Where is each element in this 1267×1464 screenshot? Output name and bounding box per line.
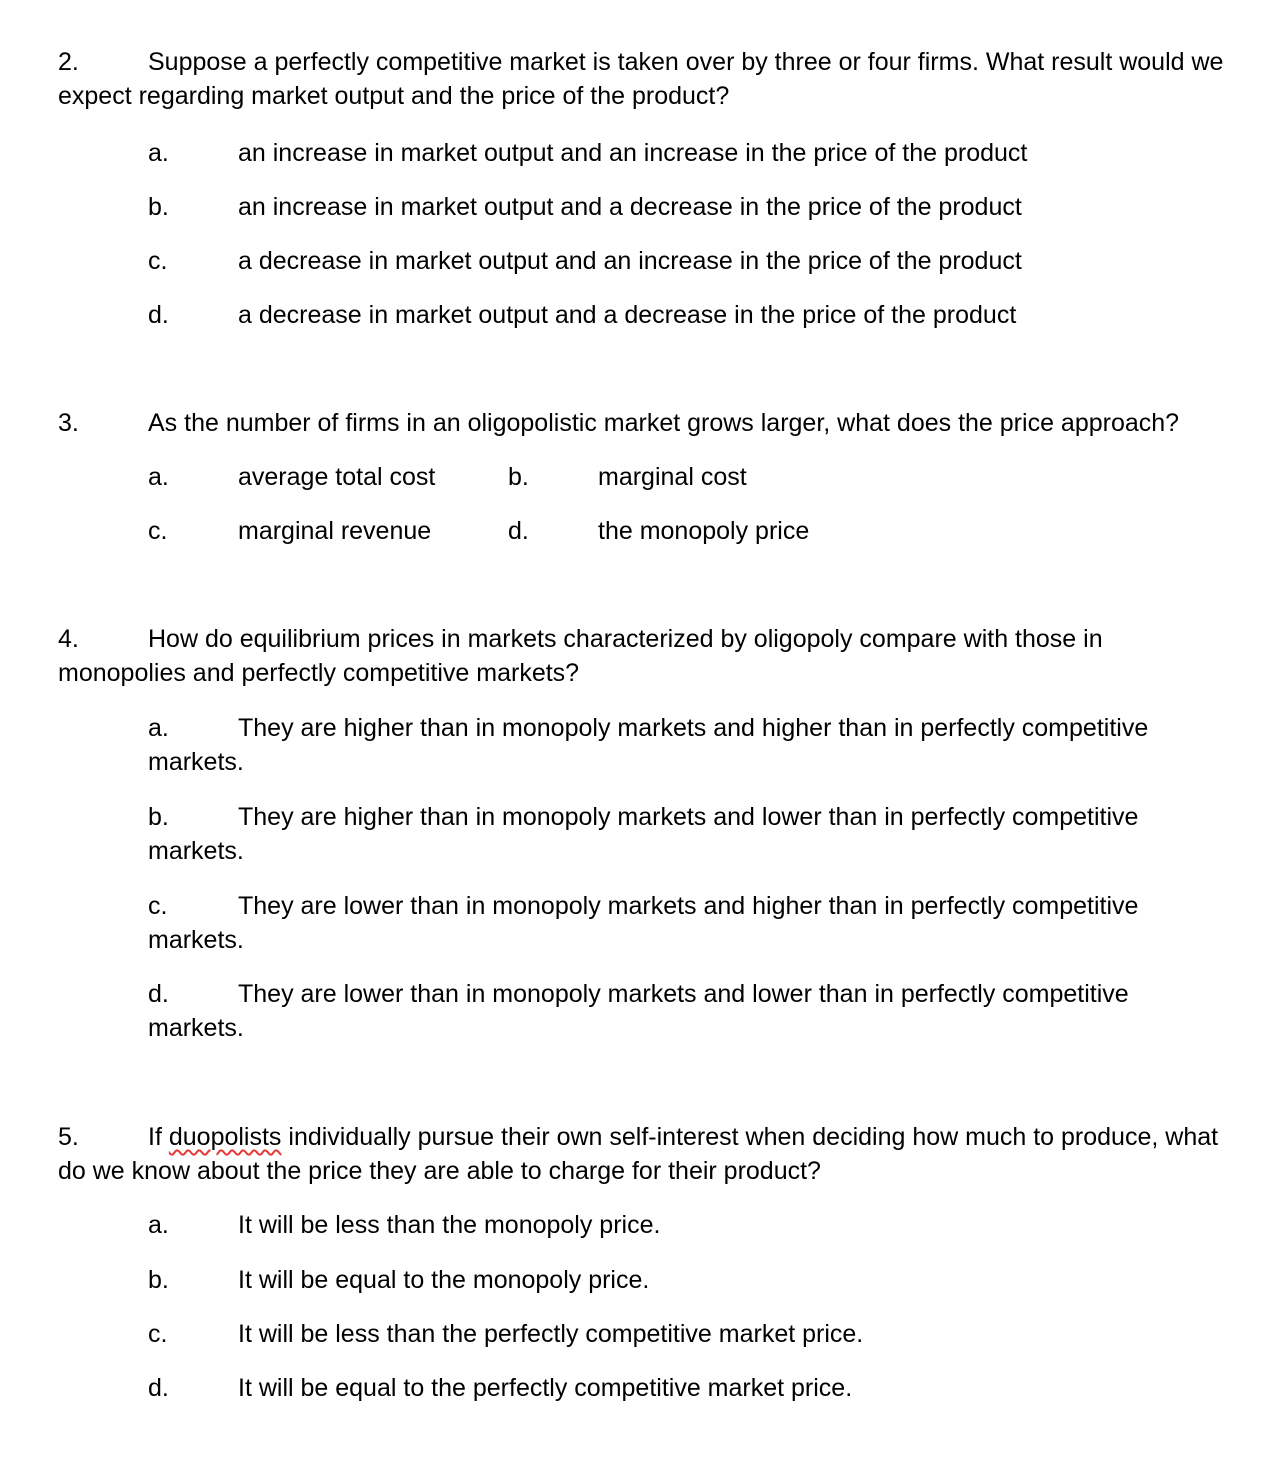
option-text-continued: markets. xyxy=(148,837,244,865)
option-text: It will be less than the perfectly competitive market price. xyxy=(238,1320,864,1348)
option-text: a decrease in market output and an increase in the price of the product xyxy=(238,247,1022,275)
question-number: 2. xyxy=(58,48,79,76)
option-letter: a. xyxy=(148,1211,169,1239)
option-letter: b. xyxy=(148,1266,169,1294)
option-text-continued: markets. xyxy=(148,1014,244,1042)
option-text: marginal revenue xyxy=(238,517,432,545)
question-4-stem xyxy=(58,622,1228,690)
option-text: It will be less than the monopoly price. xyxy=(238,1211,661,1239)
question-text: Suppose a perfectly competitive market is taken over by three or four firms. What result would we expect regarding market output and the price of the product? xyxy=(58,48,1224,110)
option-text-continued: markets. xyxy=(148,926,244,954)
question-3-stem: As the number of firms in an oligopolistic market grows larger, what does the price approach? xyxy=(148,409,1180,437)
option-letter: d. xyxy=(148,1374,169,1402)
option-text: It will be equal to the monopoly price. xyxy=(238,1266,650,1294)
spellcheck-flagged-word[interactable]: duopolists xyxy=(168,1123,282,1151)
option-text: It will be equal to the perfectly competitive market price. xyxy=(238,1374,853,1402)
option-letter: c. xyxy=(148,1320,168,1348)
option-text: They are higher than in monopoly markets and higher than in perfectly competitive xyxy=(238,714,1149,742)
option-text: an increase in market output and an increase in the price of the product xyxy=(238,139,1028,167)
question-text: How do equilibrium prices in markets characterized by oligopoly compare with those in monopolies and perfectly competitive markets? xyxy=(58,625,1103,687)
option-letter: d. xyxy=(508,517,529,545)
option-letter: d. xyxy=(148,980,169,1008)
question-number: 5. xyxy=(58,1123,79,1151)
question-number: 4. xyxy=(58,625,79,653)
option-text: They are higher than in monopoly markets and lower than in perfectly competitive xyxy=(238,803,1139,831)
option-letter: b. xyxy=(508,463,529,491)
option-letter: c. xyxy=(148,517,168,545)
option-text-continued: markets. xyxy=(148,748,244,776)
option-letter: d. xyxy=(148,301,169,329)
question-text-prefix: If xyxy=(148,1123,162,1151)
question-5-stem xyxy=(58,1120,1228,1188)
option-letter: b. xyxy=(148,193,169,221)
option-letter: a. xyxy=(148,463,169,491)
option-text: average total cost xyxy=(238,463,436,491)
option-text: They are lower than in monopoly markets and higher than in perfectly competitive xyxy=(238,892,1139,920)
option-text: a decrease in market output and a decrease in the price of the product xyxy=(238,301,1017,329)
option-letter: c. xyxy=(148,247,168,275)
option-letter: b. xyxy=(148,803,169,831)
option-letter: c. xyxy=(148,892,168,920)
option-letter: a. xyxy=(148,714,169,742)
option-text: the monopoly price xyxy=(598,517,810,545)
question-number: 3. xyxy=(58,409,79,437)
option-text: They are lower than in monopoly markets and lower than in perfectly competitive xyxy=(238,980,1129,1008)
option-text: marginal cost xyxy=(598,463,747,491)
option-text: an increase in market output and a decrease in the price of the product xyxy=(238,193,1022,221)
question-2-stem xyxy=(58,45,1228,113)
question-text-suffix: individually pursue their own self-interest when deciding how much to produce, what do we know about the price they are able to charge for their product? xyxy=(58,1123,1219,1185)
option-letter: a. xyxy=(148,139,169,167)
